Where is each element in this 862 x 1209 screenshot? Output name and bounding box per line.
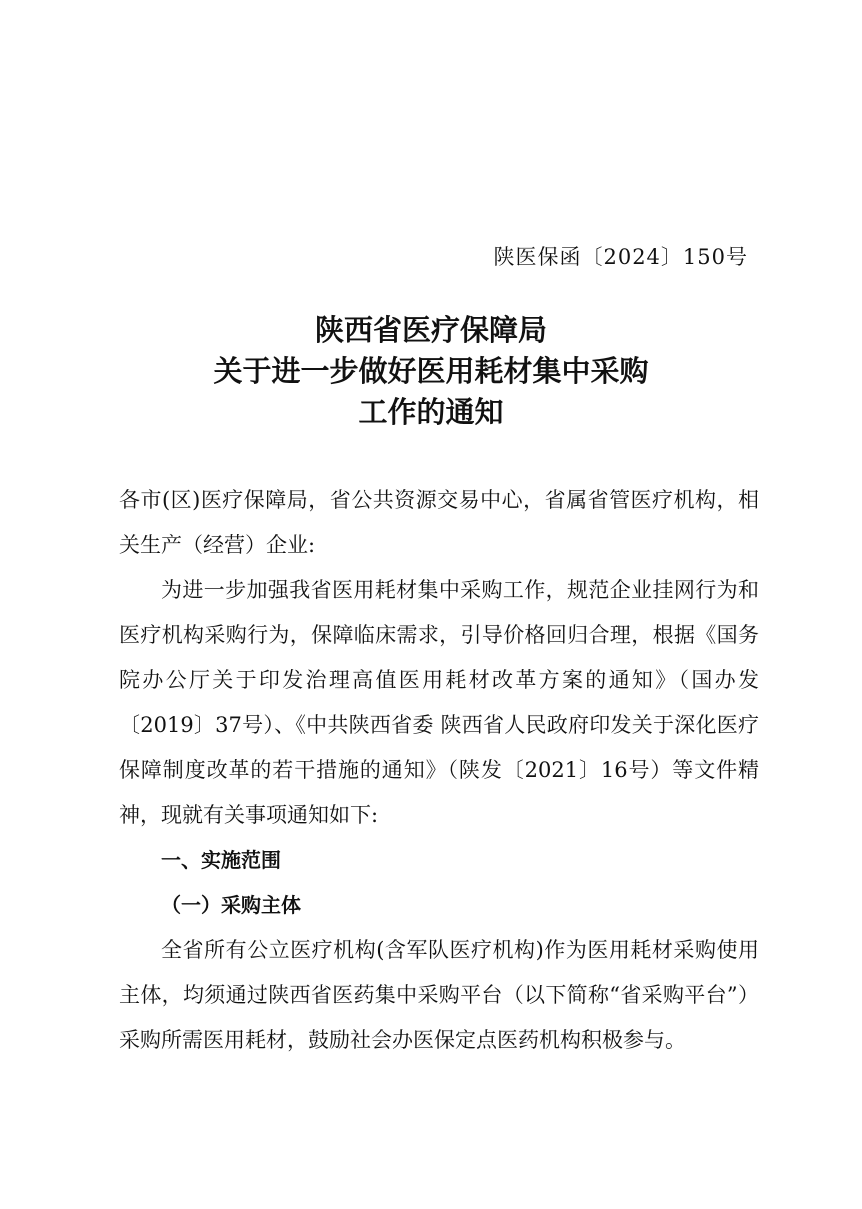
salutation: 各市(区)医疗保障局，省公共资源交易中心，省属省管医疗机构，相关生产（经营）企业:	[119, 488, 759, 557]
purchaser-paragraph: 全省所有公立医疗机构(含军队医疗机构)作为医用耗材采购使用主体，均须通过陕西省医药集中采购平台（以下简称“省采购平台”）采购所需医用耗材，鼓励社会办医保定点医药机构积极参与。	[119, 938, 759, 1052]
document-title	[0, 310, 862, 433]
subsection-heading-purchaser: （一）采购主体	[161, 893, 301, 917]
section-heading-scope: 一、实施范围	[161, 848, 281, 872]
title-line-3: 工作的通知	[358, 395, 504, 429]
document-number: 陕医保函〔2024〕150号	[493, 245, 748, 269]
title-line-1: 陕西省医疗保障局	[314, 313, 547, 347]
document-body	[119, 478, 759, 1063]
title-line-2: 关于进一步做好医用耗材集中采购	[213, 354, 649, 388]
intro-paragraph: 为进一步加强我省医用耗材集中采购工作，规范企业挂网行为和医疗机构采购行为，保障临床需求，引导价格回归合理，根据《国务院办公厅关于印发治理高值医用耗材改革方案的通知》（国办发〔2019〕37号）、《中共陕西省委 陕西省人民政府印发关于深化医疗保障制度改革的若干措施的通知》（陕发〔2021〕16号）等文件精神，现就有关事项通知如下:	[119, 578, 759, 827]
